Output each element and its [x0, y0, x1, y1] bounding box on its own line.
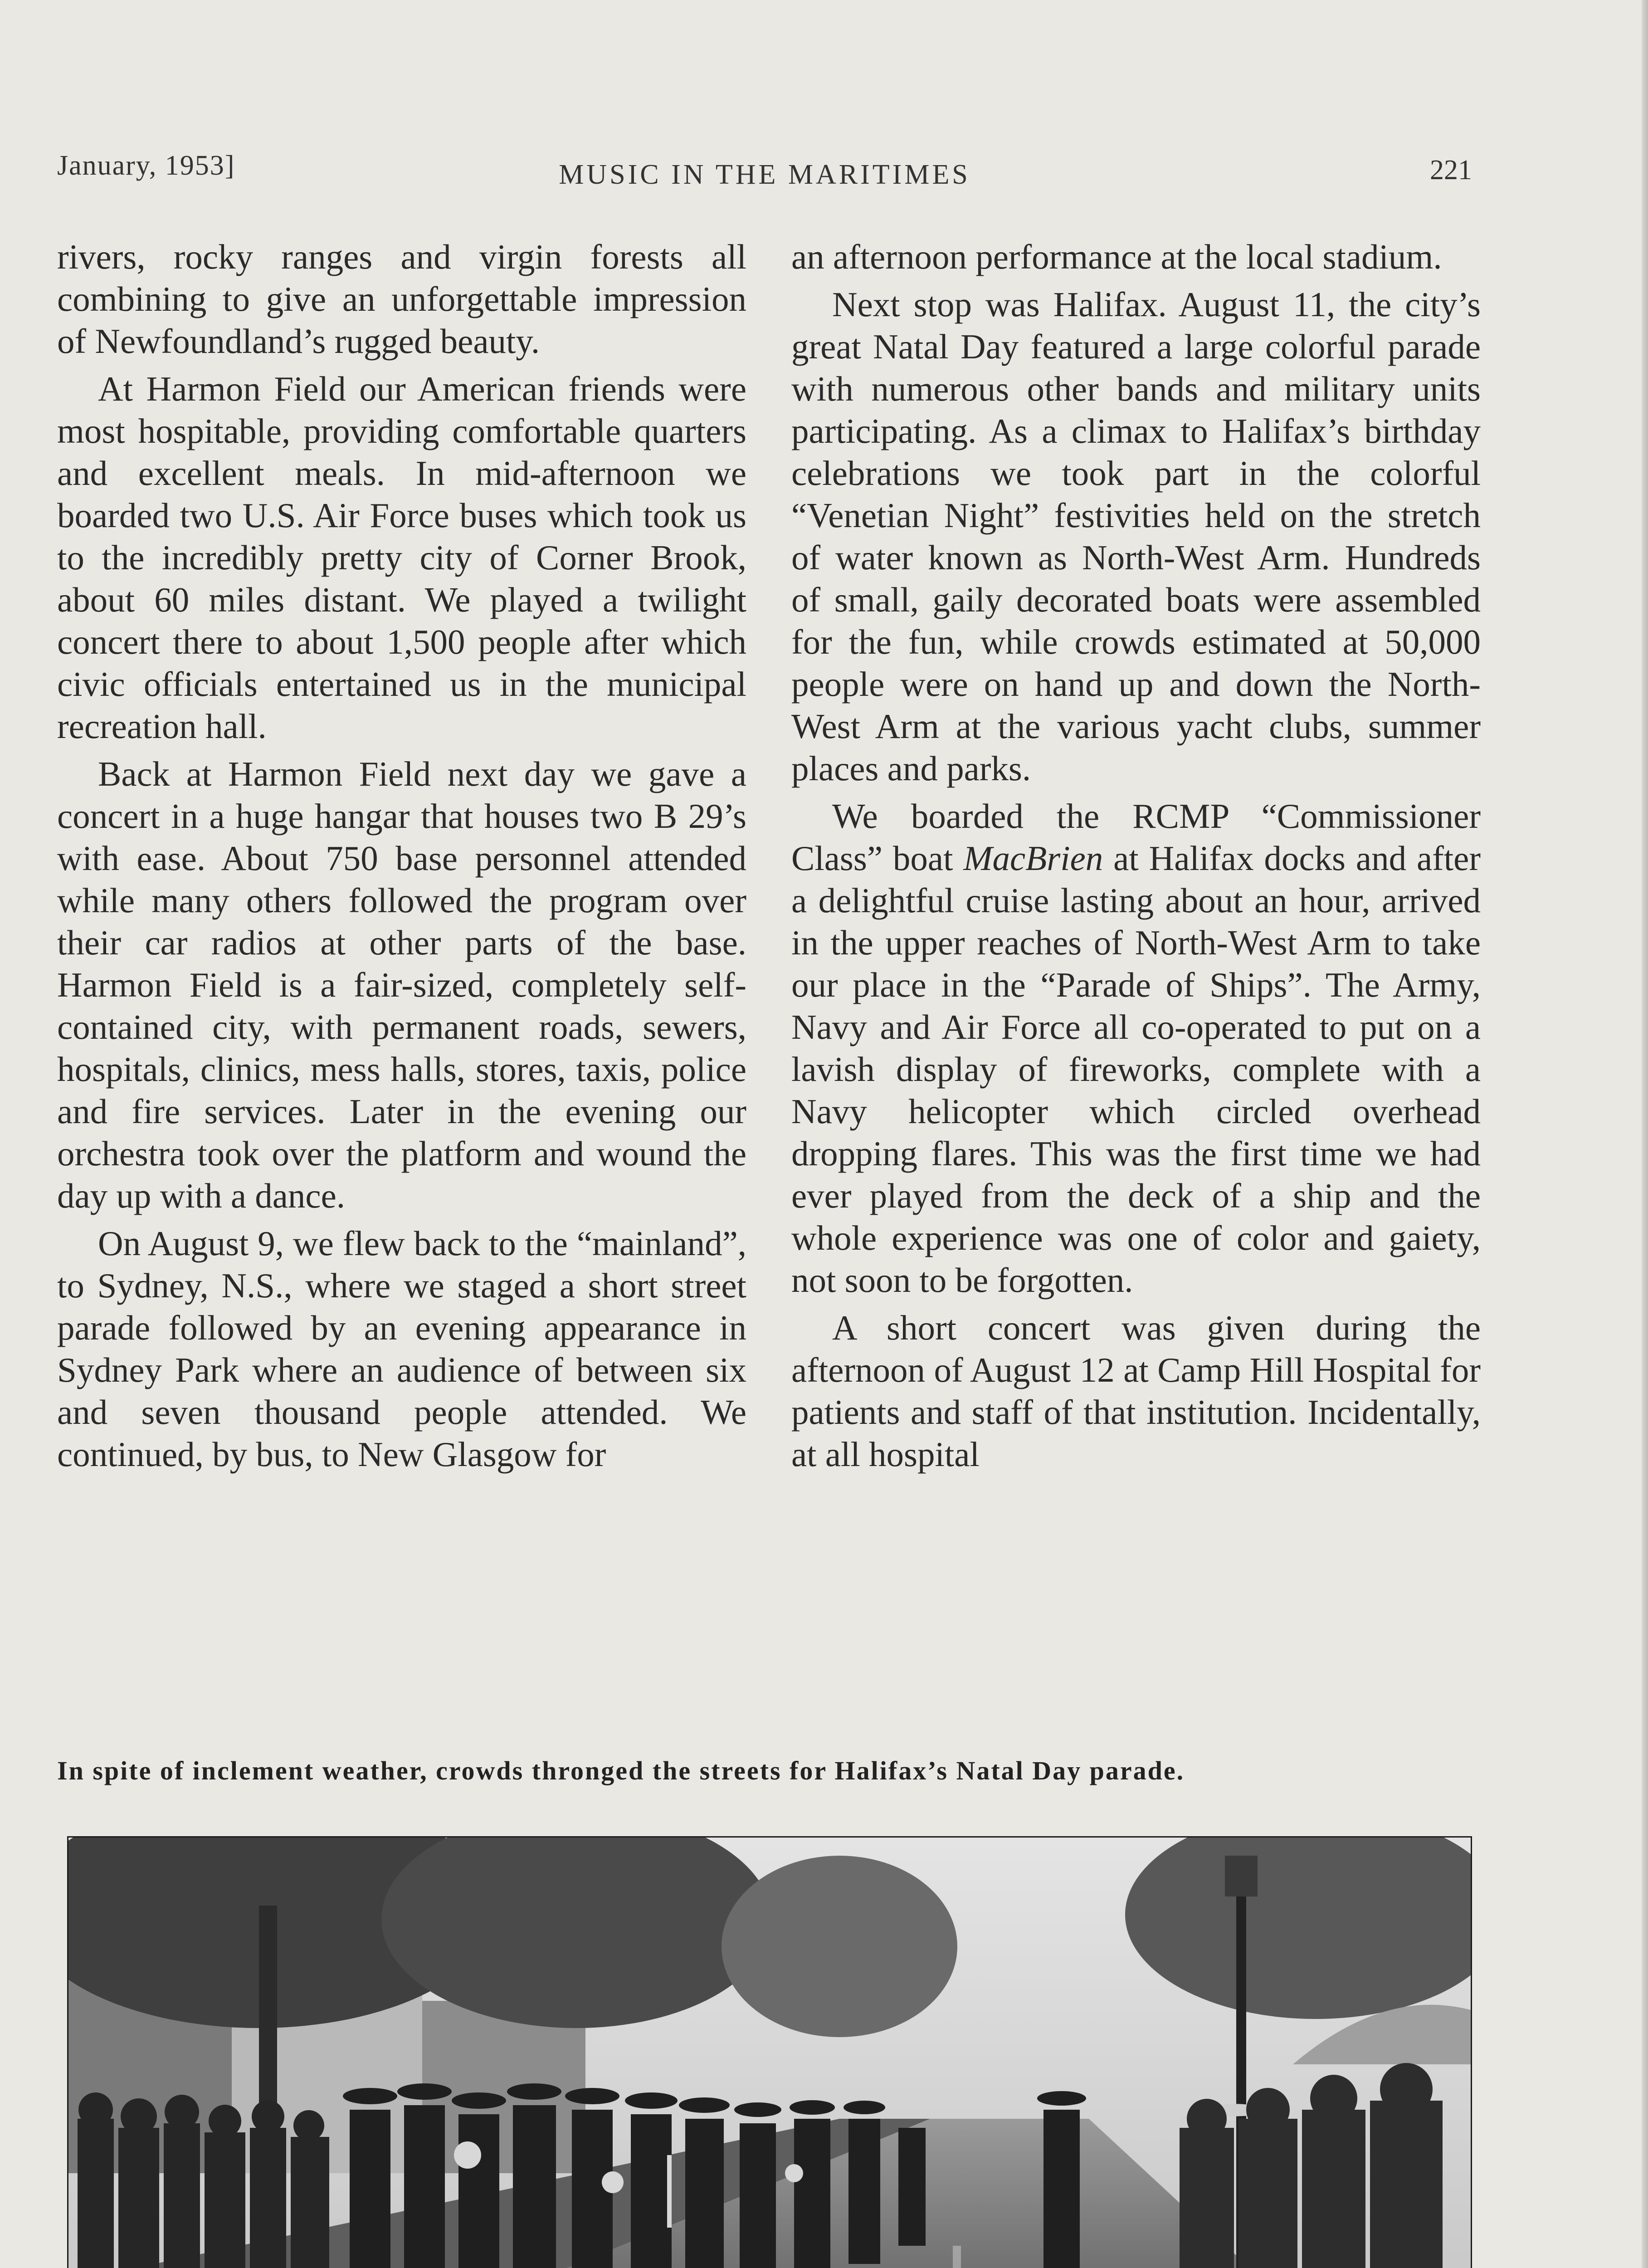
running-head — [57, 136, 1472, 191]
right-paragraph-2: Next stop was Halifax. August 11, the city’s great Natal Day featured a large colorful parade with numerous other bands and military units participating. As a climax to Halifax’s birthday celebrations we took part in the colorful “Venetian Night” festivities held on the stretch of water known as North-West Arm. Hundreds of small, gaily decorated boats were assembled for the fun, while crowds estimated at 50,000 people were on hand up and down the North-West Arm at the various yacht clubs, summer places and parks. — [791, 285, 1481, 788]
left-paragraph-2: At Harmon Field our American friends were most hospitable, providing comfortable quarters and excellent meals. In mid-afternoon we boarded two U.S. Air Force buses which took us to the incredibly pretty city of Corner Brook, about 60 miles distant. We played a twilight concert there to about 1,500 people after which civic officials entertained us in the municipal recreation hall. — [57, 369, 746, 746]
left-paragraph-4: On August 9, we flew back to the “mainland”, to Sydney, N.S., where we staged a short street parade followed by an evening appearance in Sydney Park where an audience of between six and seven thousand people attended. We continued, by bus, to New Glasgow for — [57, 1224, 746, 1474]
running-title: MUSIC IN THE MARITIMES — [559, 159, 970, 190]
right-paragraph-4: A short concert was given during the afternoon of August 12 at Camp Hill Hospital for patients and staff of that institution. Incidentally, at all hospital — [791, 1308, 1481, 1474]
paragraph-text: at Halifax docks and after a delightful cruise lasting about an hour, arrived in the upper reaches of North-West Arm to take our place in the “Parade of Ships”. The Army, Navy and Air Force all co-operated to put on a lavish display of fireworks, complete with a Navy helicopter which circled overhead dropping flares. This was the first time we had ever played from the deck of a ship and the whole experience was one of color and gaiety, not soon to be forgotten. — [791, 839, 1481, 1300]
right-paragraph-1: an afternoon performance at the local stadium. — [791, 237, 1442, 276]
left-paragraph-3: Back at Harmon Field next day we gave a concert in a huge hangar that houses two B 29’s with ease. About 750 base personnel attended while many others followed the program over their car radios at other parts of the base. Harmon Field is a fair-sized, completely self-contained city, with permanent roads, sewers, hospitals, clinics, mess halls, stores, taxis, police and fire services. Later in the evening our orchestra took over the platform and wound the day up with a dance. — [57, 754, 746, 1215]
right-column — [791, 236, 1481, 1476]
paragraph-text: We boarded the RCMP “Commissioner Class” boat — [791, 797, 1481, 878]
photo-caption: In spite of inclement weather, crowds thronged the streets for Halifax’s Natal Day parade. — [57, 1756, 1185, 1785]
right-paragraph-3 — [791, 795, 1481, 1301]
page-number: 221 — [1430, 155, 1472, 186]
left-column — [57, 236, 746, 1476]
page-edge — [1642, 0, 1648, 2268]
issue-date: January, 1953] — [57, 150, 235, 181]
parade-photo-illustration — [68, 1838, 1471, 2268]
boat-name: MacBrien — [963, 839, 1103, 878]
parade-photo — [67, 1836, 1472, 2268]
left-paragraph-1: rivers, rocky ranges and virgin forests all combining to give an unforgettable impression of Newfoundland’s rugged beauty. — [57, 237, 746, 361]
